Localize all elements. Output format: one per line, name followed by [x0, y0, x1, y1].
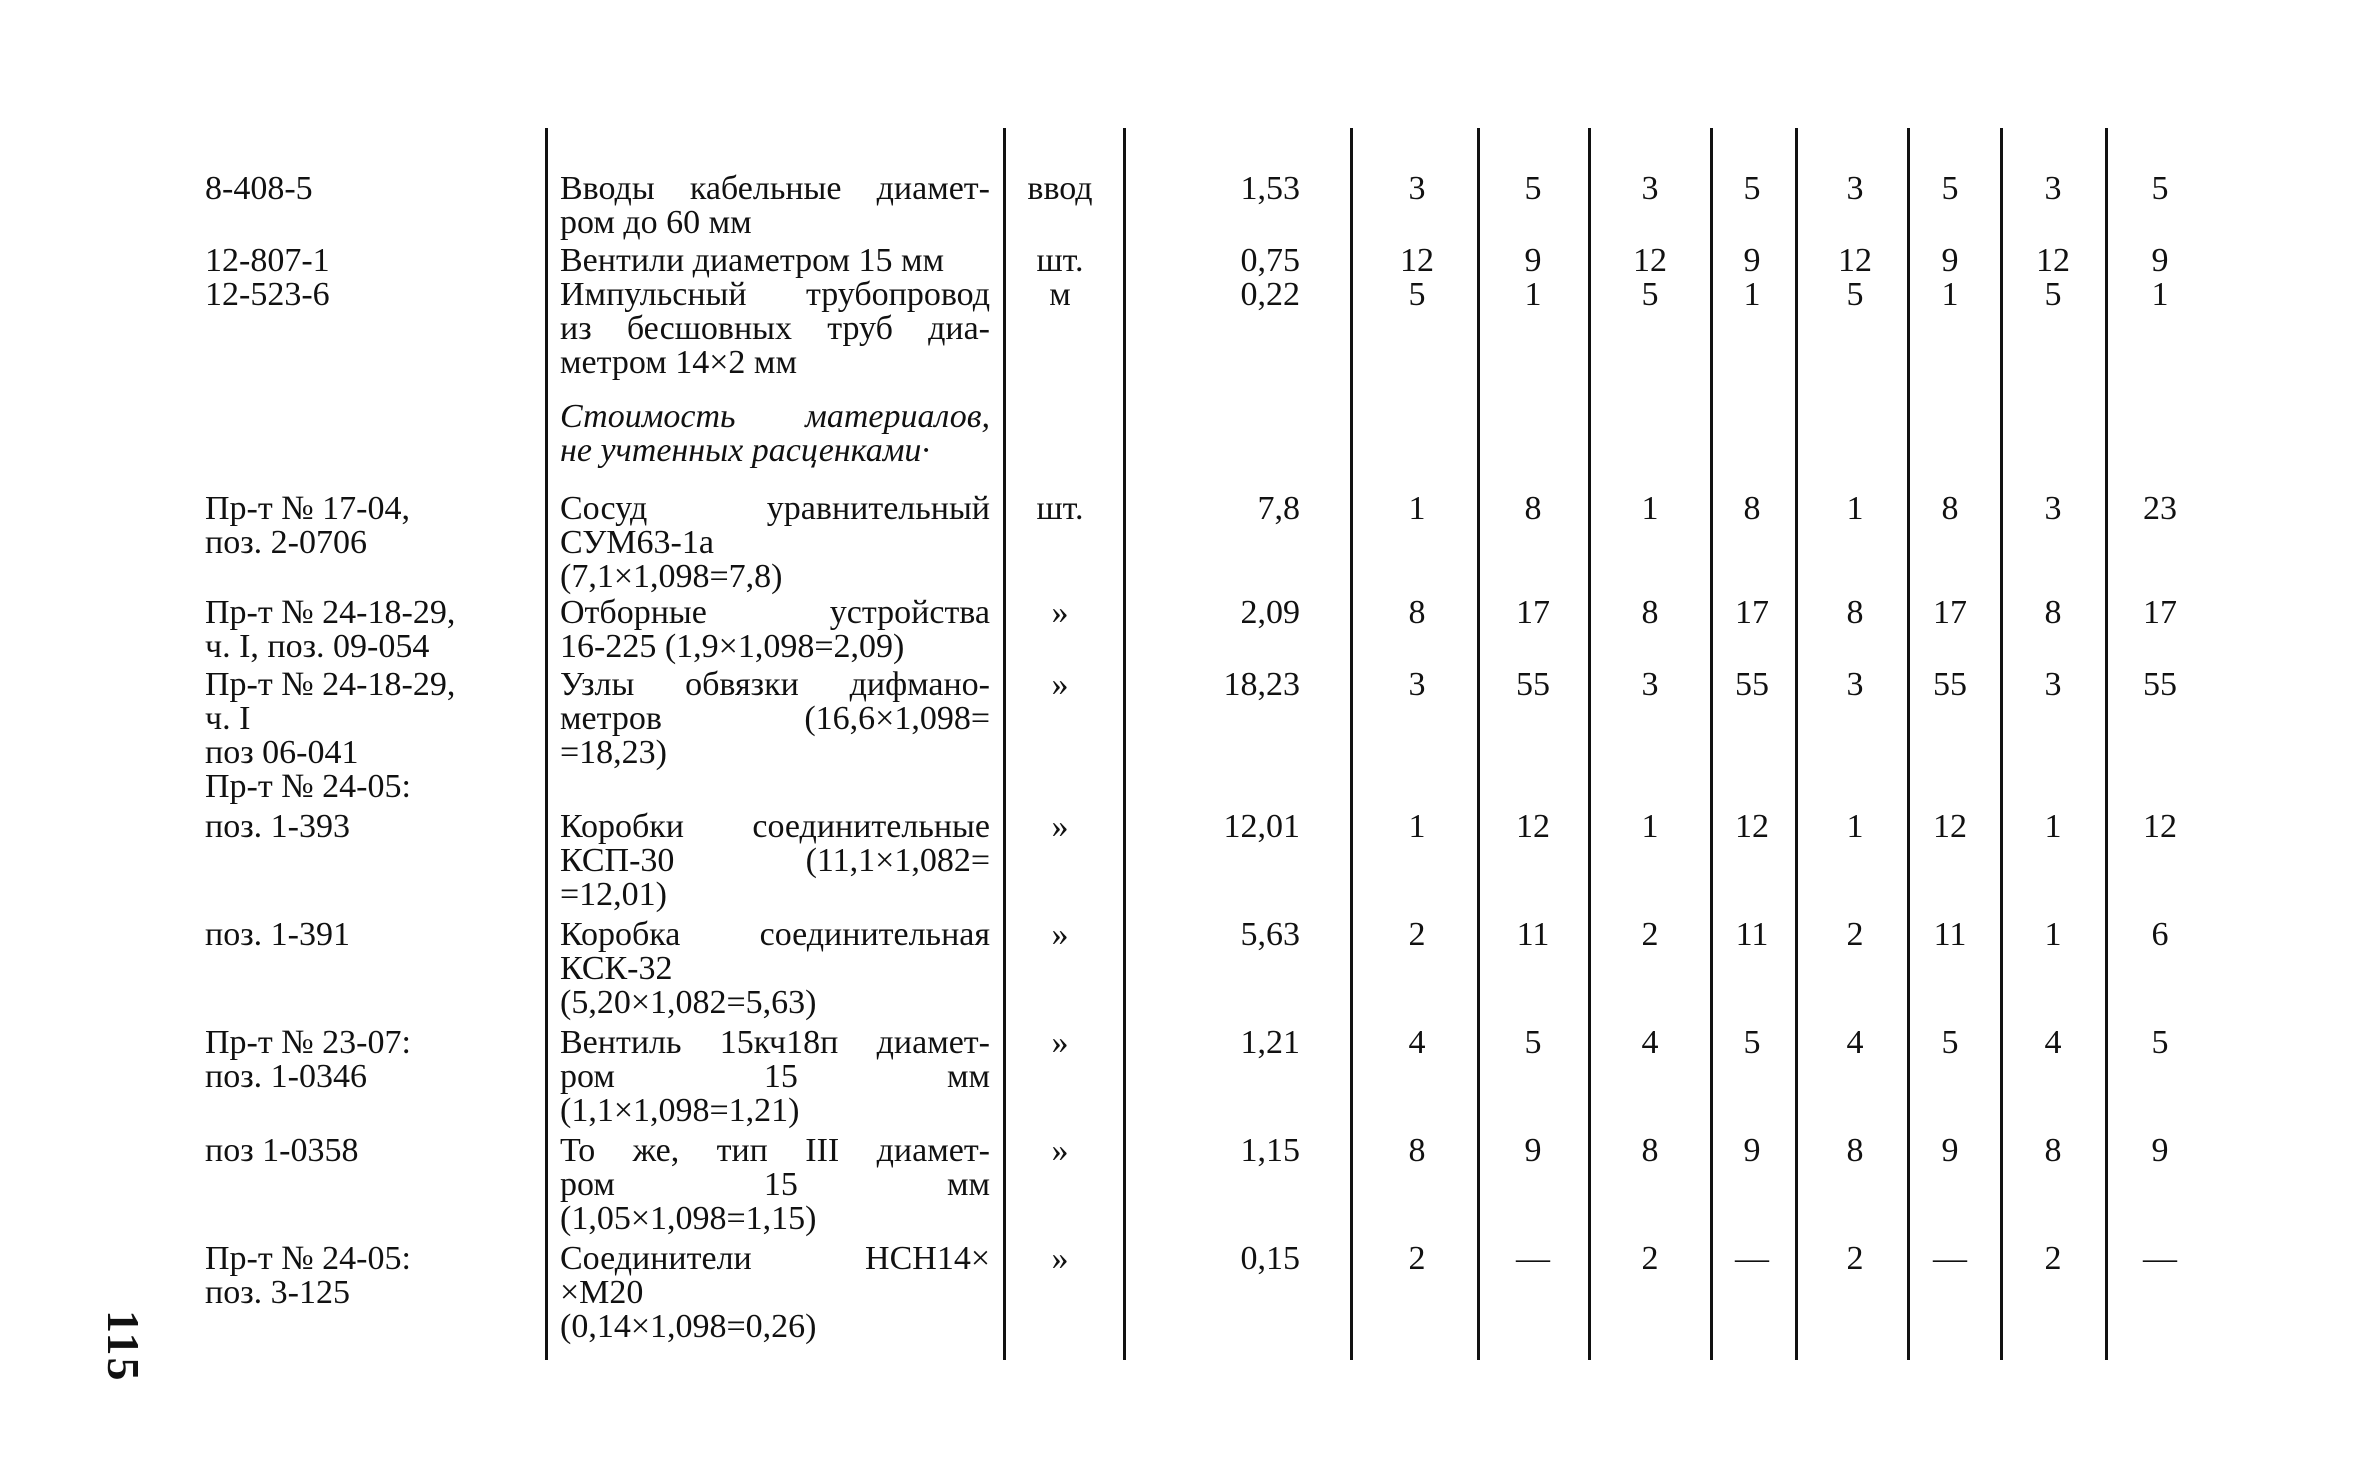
row-price: 2,09 [1240, 594, 1300, 631]
row-price: 18,23 [1223, 666, 1300, 703]
row-description: Коробка соединительная [560, 916, 990, 953]
row-code: 12-523-6 [205, 276, 330, 313]
row-description: ром до 60 мм [560, 204, 752, 241]
row-description: Коробки соединительные [560, 808, 990, 845]
row-value: 2 [1408, 1240, 1426, 1277]
column-rule [1907, 128, 1910, 1360]
row-unit: » [1051, 1024, 1069, 1061]
row-value: 3 [1641, 666, 1659, 703]
row-value: 1 [1743, 276, 1761, 313]
row-description: 16-225 (1,9×1,098=2,09) [560, 628, 905, 665]
row-description: Сосуд уравнительный [560, 490, 990, 527]
row-price: 12,01 [1223, 808, 1300, 845]
row-code: 12-807-1 [205, 242, 330, 279]
row-value: 1 [2044, 808, 2062, 845]
row-value: 9 [2151, 1132, 2169, 1169]
row-value: 12 [2143, 808, 2177, 845]
row-unit: » [1051, 1132, 1069, 1169]
row-value: 1 [1846, 490, 1864, 527]
row-value: 9 [1941, 1132, 1959, 1169]
row-value: 5 [1524, 170, 1542, 207]
row-value: 2 [2044, 1240, 2062, 1277]
row-value: 11 [1933, 916, 1967, 953]
row-value: 5 [1846, 276, 1864, 313]
row-value: 8 [1408, 1132, 1426, 1169]
row-code: ч. I, поз. 09-054 [205, 628, 430, 665]
column-rule [1710, 128, 1713, 1360]
row-value: 12 [1933, 808, 1967, 845]
row-unit: » [1051, 808, 1069, 845]
row-unit: » [1051, 1240, 1069, 1277]
row-unit: ввод [1027, 170, 1093, 207]
row-description: Вентиль 15кч18п диамет- [560, 1024, 990, 1061]
row-code: поз 1-0358 [205, 1132, 359, 1169]
row-price: 1,53 [1240, 170, 1300, 207]
row-value: 2 [1846, 916, 1864, 953]
row-value: 9 [1743, 242, 1761, 279]
row-unit: шт. [1036, 242, 1084, 279]
row-description: Импульсный трубопровод [560, 276, 990, 313]
row-description: метров (16,6×1,098= [560, 700, 990, 737]
row-description: КСК-32 [560, 950, 673, 987]
row-price: 0,15 [1240, 1240, 1300, 1277]
row-value: 3 [1408, 170, 1426, 207]
row-description: Вводы кабельные диамет- [560, 170, 990, 207]
row-value: 1 [1641, 490, 1659, 527]
row-value: 5 [1524, 1024, 1542, 1061]
column-rule [1477, 128, 1480, 1360]
row-description: Вентили диаметром 15 мм [560, 242, 945, 279]
row-value: 8 [1408, 594, 1426, 631]
row-value: 8 [1743, 490, 1761, 527]
row-value: 1 [2044, 916, 2062, 953]
column-rule [1350, 128, 1353, 1360]
row-code: Пр-т № 24-18-29, [205, 594, 456, 631]
row-value: 11 [1516, 916, 1550, 953]
row-unit: » [1051, 916, 1069, 953]
row-description: из бесшовных труб диа- [560, 310, 990, 347]
row-value: 12 [1735, 808, 1769, 845]
section-heading: не учтенных расценками· [560, 432, 930, 469]
row-code: поз. 1-0346 [205, 1058, 367, 1095]
row-value: 12 [1838, 242, 1872, 279]
row-value: 4 [2044, 1024, 2062, 1061]
row-value: 55 [1933, 666, 1967, 703]
column-rule [1795, 128, 1798, 1360]
row-value: 2 [1408, 916, 1426, 953]
row-price: 0,75 [1240, 242, 1300, 279]
row-value: 2 [1846, 1240, 1864, 1277]
row-value: 3 [1846, 666, 1864, 703]
row-value: 1 [1524, 276, 1542, 313]
row-description: То же, тип III диамет- [560, 1132, 990, 1169]
row-value: 6 [2151, 916, 2169, 953]
row-value: 8 [1641, 594, 1659, 631]
row-value: 17 [2143, 594, 2177, 631]
row-description: (1,05×1,098=1,15) [560, 1200, 817, 1237]
row-code: поз. 2-0706 [205, 524, 367, 561]
row-value: 8 [1846, 594, 1864, 631]
row-value: 1 [1941, 276, 1959, 313]
row-value: 5 [1743, 1024, 1761, 1061]
row-description: (5,20×1,082=5,63) [560, 984, 817, 1021]
column-rule [1588, 128, 1591, 1360]
row-value: 5 [1641, 276, 1659, 313]
row-price: 1,21 [1240, 1024, 1300, 1061]
row-value: 8 [2044, 1132, 2062, 1169]
row-value: 11 [1735, 916, 1769, 953]
row-price: 5,63 [1240, 916, 1300, 953]
row-value: 12 [1633, 242, 1667, 279]
row-code: поз. 1-391 [205, 916, 350, 953]
row-value: 55 [1735, 666, 1769, 703]
row-value: 5 [2044, 276, 2062, 313]
row-value: — [1516, 1240, 1550, 1277]
row-value: 4 [1641, 1024, 1659, 1061]
row-value: 8 [1641, 1132, 1659, 1169]
row-code: поз. 1-393 [205, 808, 350, 845]
row-unit: шт. [1036, 490, 1084, 527]
row-value: 3 [1408, 666, 1426, 703]
row-description: ром 15 мм [560, 1058, 990, 1095]
row-value: 5 [2151, 170, 2169, 207]
row-value: 55 [2143, 666, 2177, 703]
row-value: 3 [1846, 170, 1864, 207]
row-value: — [1735, 1240, 1769, 1277]
row-description: Узлы обвязки дифмано- [560, 666, 990, 703]
row-description: Отборные устройства [560, 594, 990, 631]
row-description: ром 15 мм [560, 1166, 990, 1203]
row-value: 55 [1516, 666, 1550, 703]
row-value: 12 [1400, 242, 1434, 279]
row-price: 0,22 [1240, 276, 1300, 313]
row-unit: » [1051, 666, 1069, 703]
row-value: 23 [2143, 490, 2177, 527]
row-description: (7,1×1,098=7,8) [560, 558, 783, 595]
row-description: метром 14×2 мм [560, 344, 797, 381]
row-description: СУМ63-1а [560, 524, 714, 561]
row-value: 1 [1408, 808, 1426, 845]
row-value: 3 [1641, 170, 1659, 207]
row-code: Пр-т № 24-18-29, [205, 666, 456, 703]
row-code: ч. I [205, 700, 251, 737]
row-value: 9 [1743, 1132, 1761, 1169]
row-value: 2 [1641, 1240, 1659, 1277]
row-description: Соединители НСН14× [560, 1240, 990, 1277]
row-description: (1,1×1,098=1,21) [560, 1092, 800, 1129]
row-value: 9 [1524, 1132, 1542, 1169]
row-value: 1 [1641, 808, 1659, 845]
row-unit: м [1049, 276, 1071, 313]
row-price: 7,8 [1257, 490, 1300, 527]
row-code: Пр-т № 24-05: [205, 768, 411, 805]
page-number: 115 [98, 1310, 149, 1383]
row-code: поз 06-041 [205, 734, 359, 771]
row-description: =18,23) [560, 734, 667, 771]
row-value: 1 [2151, 276, 2169, 313]
row-value: — [1933, 1240, 1967, 1277]
column-rule [1123, 128, 1126, 1360]
row-value: 8 [1846, 1132, 1864, 1169]
section-heading: Стоимость материалов, [560, 398, 990, 435]
row-value: 17 [1516, 594, 1550, 631]
row-code: 8-408-5 [205, 170, 313, 207]
row-value: 3 [2044, 170, 2062, 207]
row-value: 8 [1524, 490, 1542, 527]
row-value: 17 [1933, 594, 1967, 631]
row-value: 5 [1941, 170, 1959, 207]
row-description: (0,14×1,098=0,26) [560, 1308, 817, 1345]
row-description: ×М20 [560, 1274, 644, 1311]
column-rule [2000, 128, 2003, 1360]
column-rule [1003, 128, 1006, 1360]
row-value: 4 [1846, 1024, 1864, 1061]
row-price: 1,15 [1240, 1132, 1300, 1169]
row-value: 8 [2044, 594, 2062, 631]
row-code: поз. 3-125 [205, 1274, 350, 1311]
row-value: 1 [1408, 490, 1426, 527]
row-value: 1 [1846, 808, 1864, 845]
row-code: Пр-т № 17-04, [205, 490, 410, 527]
row-value: 12 [2036, 242, 2070, 279]
row-value: 17 [1735, 594, 1769, 631]
row-value: 4 [1408, 1024, 1426, 1061]
row-value: 9 [1524, 242, 1542, 279]
row-value: — [2143, 1240, 2177, 1277]
row-description: =12,01) [560, 876, 667, 913]
row-code: Пр-т № 23-07: [205, 1024, 411, 1061]
row-value: 5 [2151, 1024, 2169, 1061]
row-value: 9 [1941, 242, 1959, 279]
row-value: 12 [1516, 808, 1550, 845]
row-description: КСП-30 (11,1×1,082= [560, 842, 990, 879]
row-value: 3 [2044, 666, 2062, 703]
row-value: 2 [1641, 916, 1659, 953]
row-code: Пр-т № 24-05: [205, 1240, 411, 1277]
row-value: 9 [2151, 242, 2169, 279]
row-value: 8 [1941, 490, 1959, 527]
row-unit: » [1051, 594, 1069, 631]
row-value: 5 [1941, 1024, 1959, 1061]
column-rule [545, 128, 548, 1360]
row-value: 3 [2044, 490, 2062, 527]
row-value: 5 [1408, 276, 1426, 313]
column-rule [2105, 128, 2108, 1360]
row-value: 5 [1743, 170, 1761, 207]
